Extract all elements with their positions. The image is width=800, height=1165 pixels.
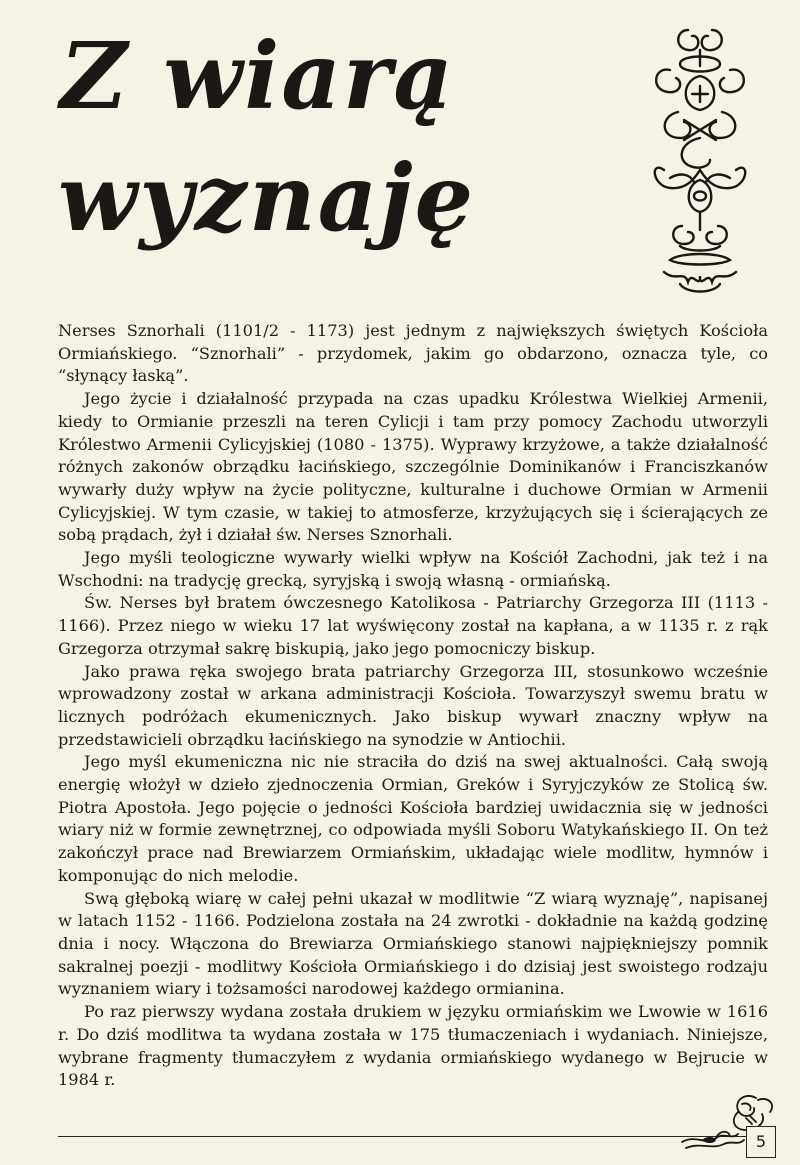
title-line-1: Z wiarą (60, 22, 456, 130)
paragraph: Swą głęboką wiarę w całej pełni ukazał w modlitwie “Z wiarą wyznaję”, napisanej w latach 1152 - 1166. Podzielona została na 24 zwrotki - dokładnie na każdą godzinę dnia i nocy. Włączona do Brewiarza Ormiańskiego stanowi najpiękniejszy pomnik sakralnej poezji - modlitwy Kościoła Ormiańskiego i do dzisiaj jest swoistego rodzaju wyznaniem wiary i tożsamości narodowej każdego ormianina. (58, 888, 768, 999)
article-body (58, 320, 768, 1092)
page-number: 5 (746, 1126, 776, 1158)
paragraph: Jego życie i działalność przypada na czas upadku Królestwa Wielkiej Armenii, kiedy to Ormianie przeszli na teren Cylicji i tam przy pomocy Zachodu utworzyli Królestwo Armenii Cylicyjskiej (1080 - 1375). Wyprawy krzyżowe, a także działalność różnych zakonów obrządku łacińskiego, szczególnie Dominikanów i Franciszkanów wywarły duży wpływ na życie polityczne, kulturalne i duchowe Ormian w Armenii Cylicyjskiej. W tym czasie, w takiej to atmosferze, krzyżujących się i ścierających ze sobą prądach, żył i działał św. Nerses Sznorhali. (58, 389, 768, 545)
paragraph: Jego myśl ekumeniczna nic nie straciła do dziś na swej aktualności. Całą swoją energię włożył w dzieło zjednoczenia Ormian, Greków i Syryjczyków ze Stolicą św. Piotra Apostoła. Jego pojęcie o jedności Kościoła bardziej uwidacznia się w jedności wiary niż w formie zewnętrznej, co odpowiada myśli Soboru Watykańskiego II. On też zakończył prace nad Brewiarzem Ormiańskim, układając wiele modlitw, hymnów i komponując do nich melodie. (58, 752, 768, 885)
paragraph: Jego myśli teologiczne wywarły wielki wpływ na Kościół Zachodni, jak też i na Wschodni: na tradycję grecką, syryjską i swoją własną - ormiańską. (58, 548, 768, 590)
paragraph: Jako prawa ręka swojego brata patriarchy Grzegorza III, stosunkowo wcześnie wprowadzony został w arkana administracji Kościoła. Towarzyszył swemu bratu w licznych podróżach ekumenicznych. Jako biskup wywarł znaczny wpływ na przedstawicieli obrządku łacińskiego na synodzie w Antiochii. (58, 661, 768, 749)
footer-rule (58, 1136, 748, 1137)
armenian-vine-ornament-icon (640, 20, 760, 300)
paragraph: Św. Nerses był bratem ówczesnego Katolikosa - Patriarchy Grzegorza III (1113 - 1166). Przez niego w wieku 17 lat wyświęcony został na kapłana, a w 1135 r. z rąk Grzegorza otrzymał sakrę biskupią, jako jego pomocniczy biskup. (58, 593, 768, 658)
paragraph: Nerses Sznorhali (1101/2 - 1173) jest jednym z największych świętych Kościoła Ormiańskiego. “Sznorhali” - przydomek, jakim go obdarzono, oznacza tyle, co “słynący łaską”. (58, 321, 768, 386)
title-line-2: wyznaję (58, 144, 476, 252)
paragraph: Po raz pierwszy wydana została drukiem w języku ormiańskim we Lwowie w 1616 r. Do dziś modlitwa ta wydana została w 175 tłumaczeniach i wydaniach. Niniejsze, wybrane fragmenty tłumaczyłem z wydania ormiańskiego wydanego w Bejrucie w 1984 r. (58, 1002, 768, 1090)
